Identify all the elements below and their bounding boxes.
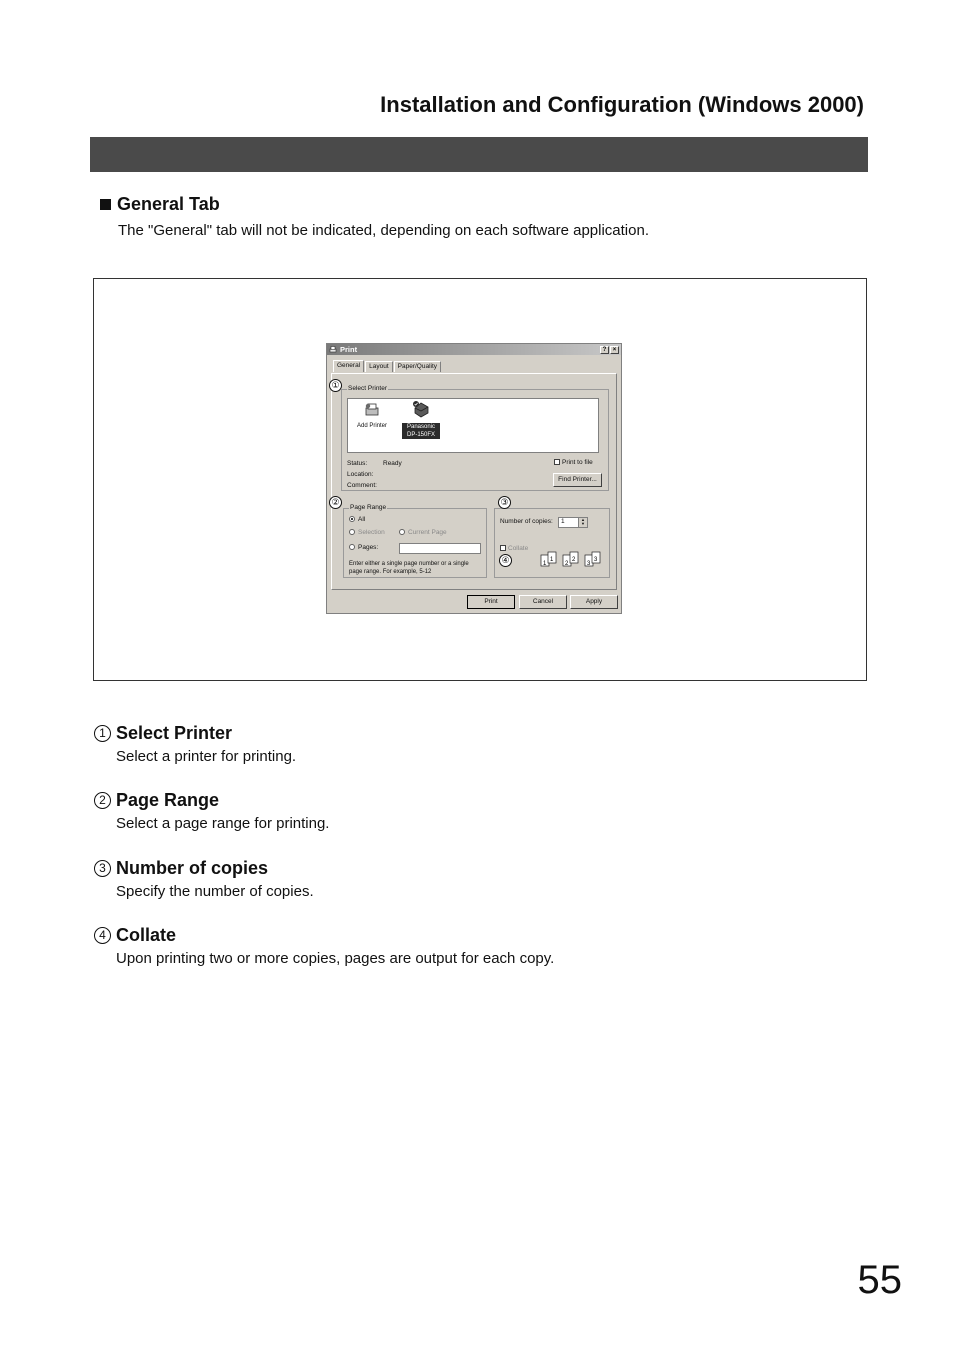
square-bullet-icon — [100, 199, 111, 210]
collate-label: Collate — [508, 545, 529, 552]
collate-option[interactable] — [500, 545, 528, 552]
svg-text:3: 3 — [594, 557, 598, 563]
printer-item-panasonic[interactable] — [402, 399, 440, 439]
page-range-label: Page Range — [350, 504, 387, 511]
range-selection-option[interactable] — [349, 529, 385, 536]
tab-bar — [333, 361, 442, 372]
copies-input[interactable] — [558, 517, 588, 528]
add-printer-icon — [364, 402, 380, 418]
item-title-row — [94, 723, 296, 744]
item-description: Upon printing two or more copies, pages are output for each copy. — [116, 950, 555, 967]
collate-pages-icon — [539, 549, 605, 571]
item-description: Specify the number of copies. — [116, 883, 314, 900]
print-to-file-checkbox[interactable] — [554, 459, 560, 465]
item-collate — [94, 925, 554, 967]
range-selection-label: Selection — [358, 529, 385, 536]
range-pages-option[interactable] — [349, 544, 378, 551]
select-printer-label: Select Printer — [348, 385, 388, 392]
range-current-page-option[interactable] — [399, 529, 447, 536]
item-title: Number of copies — [116, 858, 269, 878]
page-range-group — [343, 504, 487, 578]
collate-checkbox[interactable] — [500, 545, 506, 551]
select-printer-group — [341, 385, 609, 491]
section-description: The "General" tab will not be indicated, depending on each software application. — [118, 222, 649, 239]
page-range-hint-line1: Enter either a single page number or a single — [349, 561, 469, 567]
tab-layout[interactable]: Layout — [365, 361, 393, 372]
help-button[interactable]: ? — [600, 346, 609, 354]
tab-paper-quality[interactable]: Paper/Quality — [394, 361, 441, 372]
print-to-file-option[interactable] — [554, 459, 593, 466]
comment-label: Comment: — [347, 482, 377, 489]
panasonic-label-line1: Panasonic — [402, 423, 440, 431]
range-pages-label: Pages: — [358, 544, 379, 551]
copies-spinner[interactable]: ▲ ▼ — [578, 518, 587, 527]
range-all-option[interactable] — [349, 516, 365, 523]
printer-item-add[interactable] — [353, 402, 391, 429]
item-title: Page Range — [116, 790, 220, 810]
dialog-title: Print — [340, 345, 358, 354]
callout-1: ① — [329, 379, 342, 392]
range-selection-radio[interactable] — [349, 529, 355, 535]
tab-panel-general — [331, 373, 617, 590]
item-number-circle: 1 — [94, 725, 111, 742]
copies-row — [500, 518, 553, 525]
status-value: Ready — [383, 460, 402, 467]
section-title — [100, 194, 220, 215]
pages-input[interactable] — [399, 543, 481, 554]
find-printer-button[interactable]: Find Printer... — [553, 473, 602, 487]
page-number: 55 — [857, 1258, 902, 1302]
callout-4: ④ — [499, 554, 512, 567]
item-number-of-copies — [94, 858, 314, 900]
titlebar-buttons — [600, 346, 619, 354]
svg-text:2: 2 — [565, 561, 569, 567]
printer-icon — [411, 399, 431, 419]
copies-label: Number of copies: — [500, 518, 553, 525]
page-range-hint — [349, 560, 469, 576]
item-title-row — [94, 858, 314, 879]
item-select-printer — [94, 723, 296, 765]
callout-3: ③ — [498, 496, 511, 509]
print-icon — [329, 346, 337, 353]
range-pages-radio[interactable] — [349, 544, 355, 550]
item-title-row — [94, 790, 329, 811]
print-dialog — [326, 343, 622, 614]
copies-group — [494, 508, 610, 578]
callout-2: ② — [329, 496, 342, 509]
cancel-button[interactable]: Cancel — [519, 595, 567, 609]
header-bar — [90, 137, 868, 172]
add-printer-label: Add Printer — [356, 423, 387, 429]
item-description: Select a printer for printing. — [116, 748, 297, 765]
tab-general[interactable]: General — [333, 360, 364, 372]
item-number-circle: 3 — [94, 860, 111, 877]
comment-row — [347, 482, 377, 489]
page-header: Installation and Configuration (Windows 2000) — [380, 92, 864, 117]
close-button[interactable]: × — [610, 346, 619, 354]
copies-value: 1 — [561, 518, 565, 525]
location-row — [347, 471, 373, 478]
item-title-row — [94, 925, 554, 946]
page-range-hint-line2: page range. For example, 5-12 — [349, 569, 432, 575]
printer-list — [347, 398, 599, 453]
range-current-page-radio[interactable] — [399, 529, 405, 535]
location-label: Location: — [347, 471, 374, 478]
item-number-circle: 4 — [94, 927, 111, 944]
range-all-label: All — [358, 516, 366, 523]
svg-text:1: 1 — [550, 557, 554, 563]
svg-text:3: 3 — [587, 561, 591, 567]
item-title: Collate — [116, 925, 177, 945]
status-label: Status: — [347, 460, 368, 467]
item-page-range — [94, 790, 329, 832]
svg-text:2: 2 — [572, 557, 576, 563]
panasonic-label-line2: DP-150FX — [402, 431, 440, 439]
range-all-radio[interactable] — [349, 516, 355, 522]
range-current-page-label: Current Page — [408, 529, 447, 536]
svg-text:1: 1 — [543, 561, 547, 567]
apply-button[interactable]: Apply — [570, 595, 618, 609]
section-title-text: General Tab — [117, 194, 220, 214]
status-row — [347, 460, 402, 467]
item-number-circle: 2 — [94, 792, 111, 809]
dialog-titlebar — [327, 344, 621, 355]
print-button[interactable]: Print — [467, 595, 515, 609]
item-description: Select a page range for printing. — [116, 815, 330, 832]
print-to-file-label: Print to file — [562, 459, 593, 466]
item-title: Select Printer — [116, 723, 233, 743]
